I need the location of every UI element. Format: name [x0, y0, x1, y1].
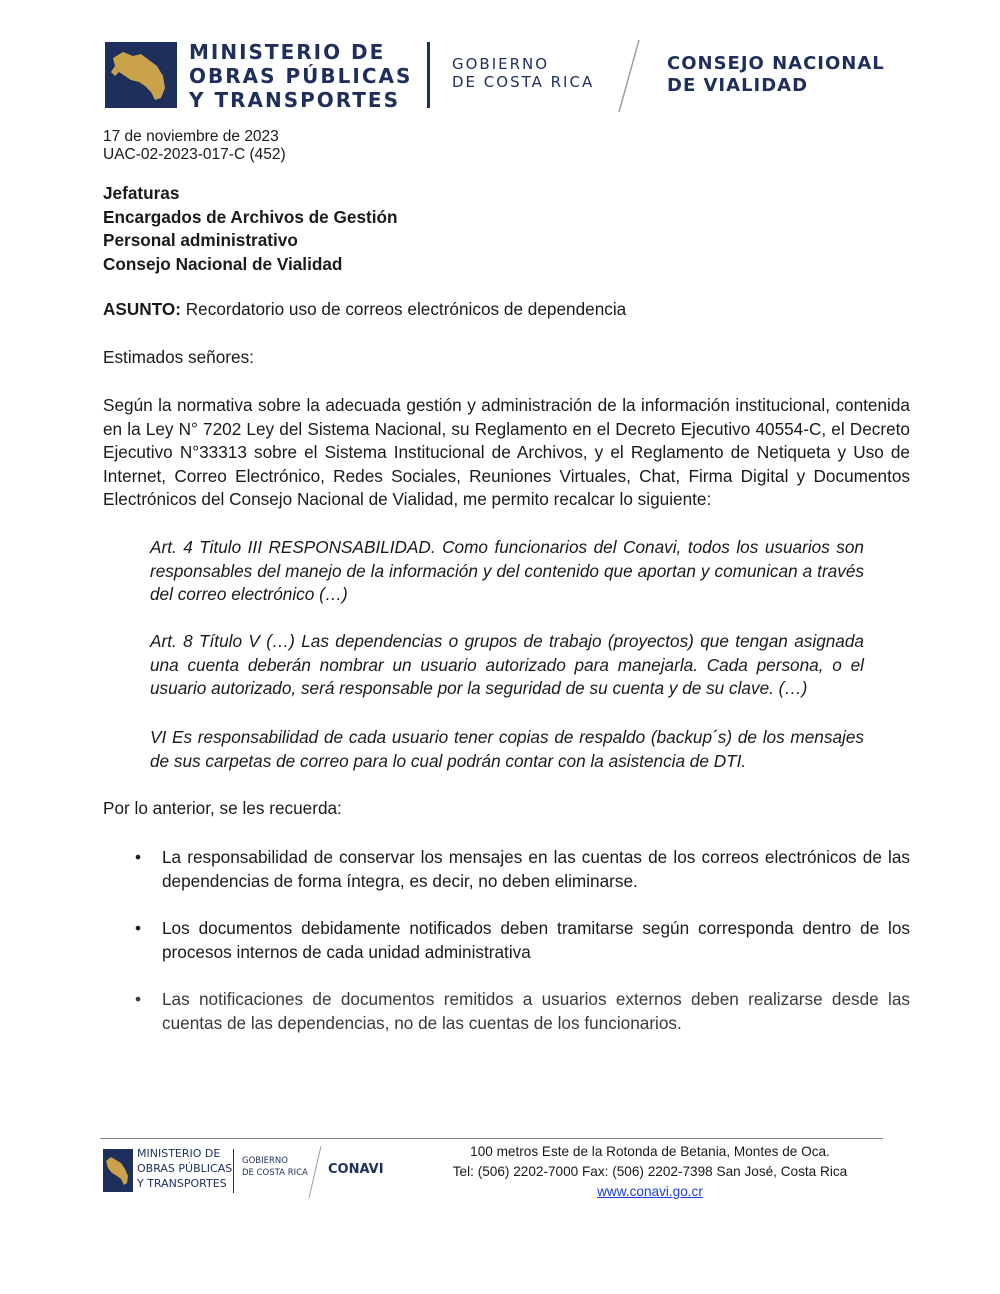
greeting: Estimados señores:	[103, 347, 254, 367]
footer-mopt-line-3: Y TRANSPORTES	[137, 1177, 227, 1190]
conavi-line-1: CONSEJO NACIONAL	[667, 53, 885, 74]
costa-rica-map-icon	[103, 1149, 133, 1192]
footer-mopt-line-2: OBRAS PÚBLICAS	[137, 1162, 233, 1175]
subject-line	[103, 298, 910, 322]
conavi-name	[667, 53, 885, 97]
mopt-line-3: Y TRANSPORTES	[189, 88, 400, 112]
footer-divider	[233, 1149, 234, 1193]
header-slash-divider	[617, 40, 641, 114]
footer-rule	[100, 1138, 883, 1139]
quote-art-4: Art. 4 Titulo III RESPONSABILIDAD. Como funcionarios del Conavi, todos los usuarios son responsables del manejo de la información y del contenido que aportan y comunican a través del correo electrónico (…)	[150, 537, 864, 605]
reminder-list	[103, 846, 910, 1060]
gobierno-line-1: GOBIERNO	[452, 55, 550, 73]
conavi-line-2: DE VIALIDAD	[667, 75, 809, 96]
subject-label: ASUNTO:	[103, 299, 181, 319]
footer-logo	[101, 1146, 391, 1198]
recipient: Jefaturas	[103, 183, 180, 203]
footer-map-logo	[103, 1149, 133, 1192]
list-item-text: La responsabilidad de conservar los mensajes en las cuentas de los correos electrónicos de las dependencias de forma íntegra, es decir, no deben eliminarse.	[162, 847, 910, 891]
footer-gobierno-line-2: DE COSTA RICA	[242, 1168, 308, 1178]
footer-address	[440, 1142, 860, 1202]
gobierno-line-2: DE COSTA RICA	[452, 73, 595, 91]
document-meta	[103, 128, 910, 164]
list-item-text: Los documentos debidamente notificados deben tramitarse según corresponda dentro de los procesos internos de cada unidad administrativa	[162, 918, 910, 962]
costa-rica-map-icon	[105, 42, 177, 108]
quote-art-8: Art. 8 Título V (…) Las dependencias o grupos de trabajo (proyectos) que tengan asignada una cuenta deberán nombrar un usuario autorizado para manejarla. Cada persona, o el usuario autorizado, será responsable por la seguridad de su cuenta y de su clave. (…)	[150, 631, 864, 699]
list-item-text: Las notificaciones de documentos remitidos a usuarios externos deben realizarse desde las cuentas de las dependencias, no de las cuentas de los funcionarios.	[162, 989, 910, 1033]
intro-paragraph: Según la normativa sobre la adecuada gestión y administración de la información institucional, contenida en la Ley N° 7202 Ley del Sistema Nacional, su Reglamento en el Decreto Ejecutivo 40554-C, el Decreto Ejecutivo N°33313 sobre el Sistema Institucional de Archivos, y el Reglamento de Netiqueta y Uso de Internet, Correo Electrónico, Redes Sociales, Reuniones Virtuales, Chat, Firma Digital y Documentos Electrónicos del Consejo Nacional de Vialidad, me permito recalcar lo siguiente:	[103, 395, 910, 510]
bullet-icon: •	[135, 989, 142, 1010]
mopt-name	[189, 40, 412, 112]
recipient: Consejo Nacional de Vialidad	[103, 253, 343, 274]
footer-gobierno-name	[242, 1155, 308, 1179]
bullet-icon: •	[135, 918, 142, 939]
document-reference: UAC-02-2023-017-C (452)	[103, 146, 286, 163]
recipients-block	[103, 182, 910, 276]
list-item	[103, 917, 910, 964]
mopt-line-1: MINISTERIO DE	[189, 40, 386, 64]
footer-mopt-line-1: MINISTERIO DE	[137, 1147, 221, 1160]
address-line-1: 100 metros Este de la Rotonda de Betania, Montes de Oca.	[470, 1144, 830, 1159]
recipient: Personal administrativo	[103, 230, 298, 251]
gobierno-name	[452, 55, 594, 91]
subject-text: Recordatorio uso de correos electrónicos de dependencia	[180, 299, 627, 319]
list-item	[103, 988, 910, 1035]
website-link[interactable]: www.conavi.go.cr	[597, 1184, 703, 1199]
document-date: 17 de noviembre de 2023	[103, 128, 279, 145]
reminder-lead: Por lo anterior, se les recuerda:	[103, 798, 342, 818]
bullet-icon: •	[135, 847, 142, 867]
mopt-line-2: OBRAS PÚBLICAS	[189, 64, 413, 88]
address-line-2: Tel: (506) 2202-7000 Fax: (506) 2202-7398 San José, Costa Rica	[452, 1164, 848, 1179]
letterhead	[105, 38, 905, 114]
header-divider	[427, 42, 430, 108]
quote-vi: VI Es responsabilidad de cada usuario tener copias de respaldo (backup´s) de los mensajes de sus carpetas de correo para lo cual podrán contar con la asistencia de DTI.	[150, 727, 864, 771]
footer-mopt-name	[137, 1146, 232, 1191]
recipient: Encargados de Archivos de Gestión	[103, 206, 398, 227]
costa-rica-map-logo	[105, 42, 177, 108]
list-item	[103, 846, 910, 893]
footer-slash-divider	[307, 1146, 323, 1200]
footer-conavi: CONAVI	[328, 1162, 384, 1177]
footer-gobierno-line-1: GOBIERNO	[242, 1156, 288, 1166]
